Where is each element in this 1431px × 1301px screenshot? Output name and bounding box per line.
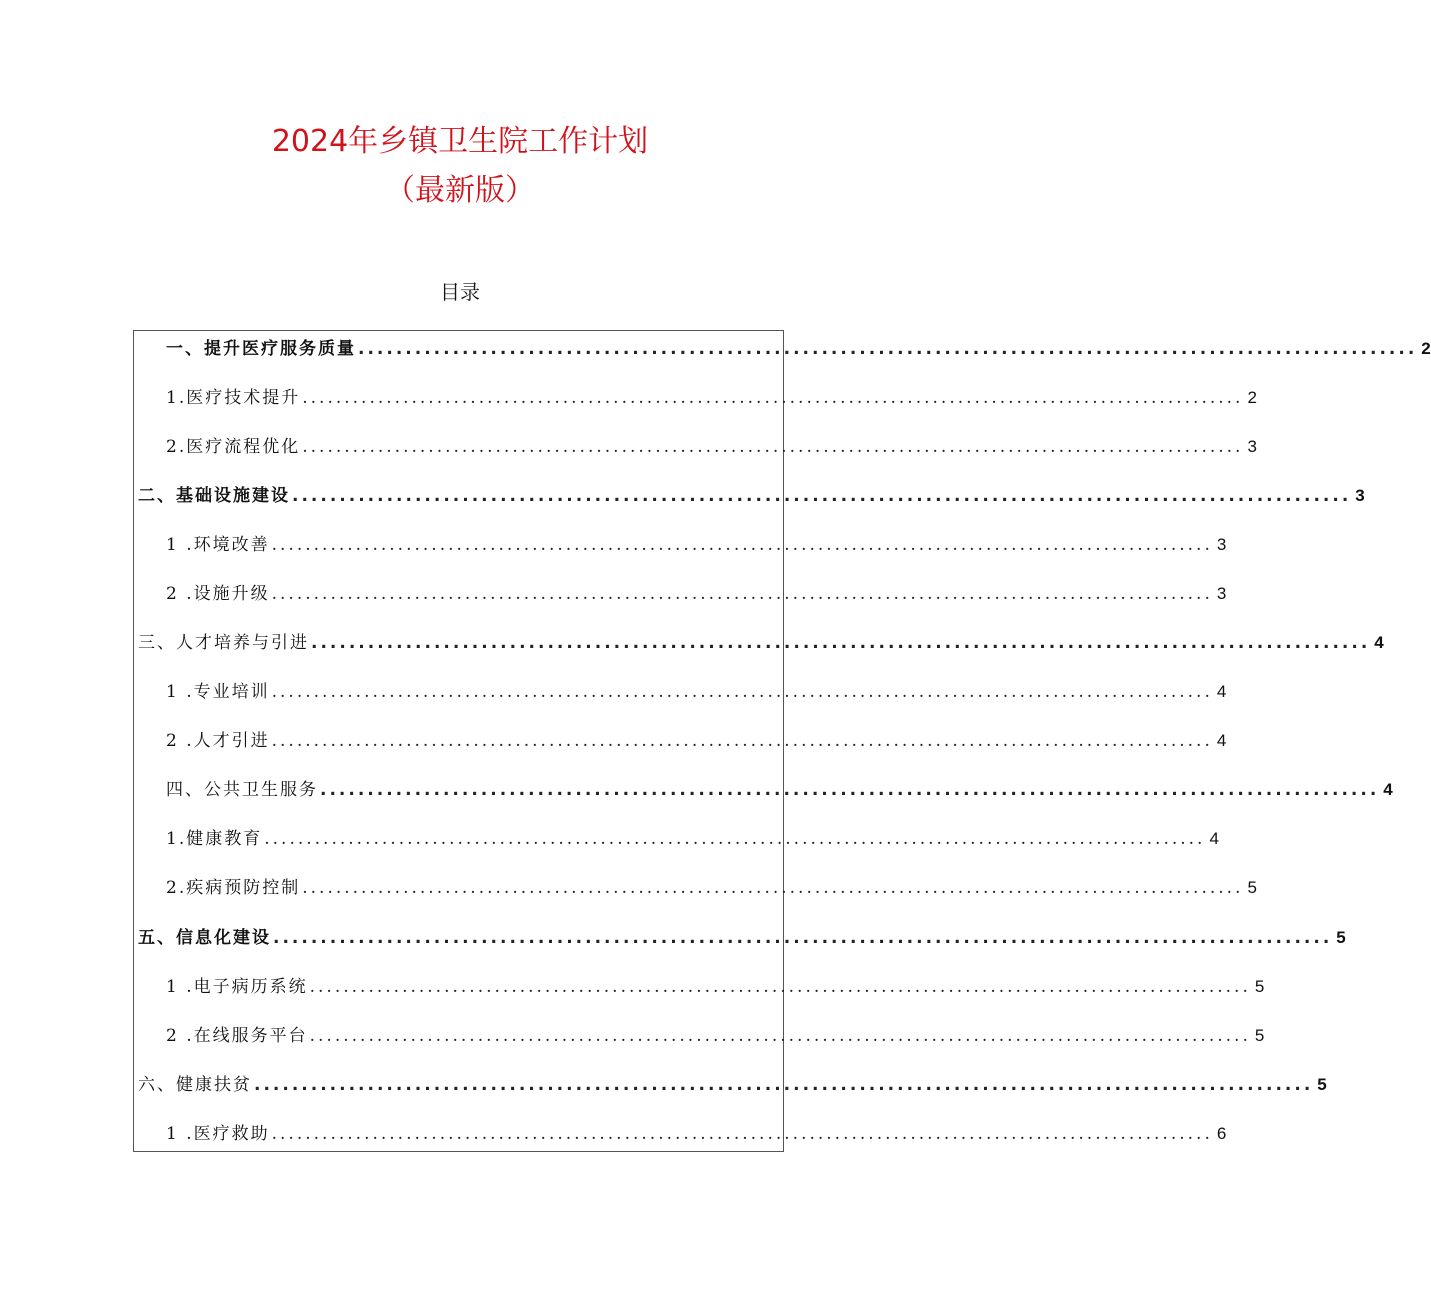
toc-page-number: 3 xyxy=(1216,584,1227,603)
toc-entry-label: 五、信息化建设 xyxy=(138,928,271,948)
toc-leader-dots: ................................................................................................................ xyxy=(309,1026,1251,1046)
toc-leader-dots: ................................................................................................................ xyxy=(273,928,1333,948)
toc-entry[interactable] xyxy=(166,826,1219,852)
toc-entry[interactable] xyxy=(166,385,1257,411)
toc-entry-label: 1 .医疗救助 xyxy=(166,1124,270,1144)
toc-entry-label: 四、公共卫生服务 xyxy=(166,780,318,800)
toc-entry[interactable] xyxy=(138,630,1384,656)
toc-page-number: 5 xyxy=(1254,977,1265,996)
toc-page-number: 3 xyxy=(1216,535,1227,554)
toc-entry[interactable] xyxy=(138,1072,1327,1098)
toc-leader-dots: ................................................................................................................ xyxy=(320,780,1380,800)
toc-entry[interactable] xyxy=(166,777,1393,803)
toc-entry-label: 二、基础设施建设 xyxy=(138,486,290,506)
toc-page-number: 5 xyxy=(1336,928,1346,947)
toc-entry-label: 1 .环境改善 xyxy=(166,535,270,555)
toc-entry-label: 1 .电子病历系统 xyxy=(166,977,308,997)
toc-page-number: 5 xyxy=(1317,1075,1327,1094)
toc-page-number: 3 xyxy=(1355,486,1365,505)
document-subtitle: （最新版） xyxy=(385,173,535,208)
toc-entry-label: 2.疾病预防控制 xyxy=(166,878,301,898)
toc-entry[interactable] xyxy=(166,728,1227,754)
toc-leader-dots: ................................................................................................................ xyxy=(271,535,1213,555)
toc-entry[interactable] xyxy=(166,336,1431,362)
toc-entry-label: 2.医疗流程优化 xyxy=(166,437,301,457)
toc-entry-label: 1 .专业培训 xyxy=(166,682,270,702)
toc-entry[interactable] xyxy=(166,1121,1227,1147)
toc-page-number: 6 xyxy=(1216,1124,1227,1143)
toc-page-number: 4 xyxy=(1209,829,1219,848)
toc-page-number: 5 xyxy=(1247,878,1257,897)
toc-leader-dots: ................................................................................................................ xyxy=(271,1124,1213,1144)
toc-leader-dots: ................................................................................................................ xyxy=(311,633,1371,653)
toc-entry[interactable] xyxy=(166,1023,1265,1049)
toc-leader-dots: ................................................................................................................ xyxy=(309,977,1251,997)
toc-entry[interactable] xyxy=(138,483,1365,509)
toc-page-number: 2 xyxy=(1247,388,1257,407)
toc-entry-label: 1.健康教育 xyxy=(166,829,263,849)
toc-entry[interactable] xyxy=(166,974,1265,1000)
toc-page-number: 4 xyxy=(1374,633,1384,652)
toc-leader-dots: ................................................................................................................ xyxy=(264,829,1206,849)
toc-leader-dots: ................................................................................................................ xyxy=(271,584,1213,604)
toc-entry[interactable] xyxy=(166,581,1227,607)
toc-entry-label: 1.医疗技术提升 xyxy=(166,388,301,408)
toc-leader-dots: ................................................................................................................ xyxy=(302,388,1244,408)
toc-page-number: 4 xyxy=(1383,780,1393,799)
document-title: 2024年乡镇卫生院工作计划 xyxy=(271,124,649,159)
toc-page-number: 4 xyxy=(1216,682,1227,701)
toc-page-number: 2 xyxy=(1421,339,1431,358)
toc-entry-label: 2 .设施升级 xyxy=(166,584,270,604)
toc-entry-label: 一、提升医疗服务质量 xyxy=(166,339,356,359)
toc-leader-dots: ................................................................................................................ xyxy=(292,486,1352,506)
toc-leader-dots: ................................................................................................................ xyxy=(302,878,1244,898)
toc-page-number: 5 xyxy=(1254,1026,1265,1045)
toc-page-number: 4 xyxy=(1216,731,1227,750)
toc-leader-dots: ................................................................................................................ xyxy=(271,731,1213,751)
toc-entry[interactable] xyxy=(138,925,1346,951)
table-of-contents xyxy=(133,330,1431,1152)
toc-leader-dots: ................................................................................................................ xyxy=(254,1075,1314,1095)
toc-leader-dots: ................................................................................................................ xyxy=(271,682,1213,702)
toc-leader-dots: ................................................................................................................ xyxy=(358,339,1418,359)
toc-entry-label: 三、人才培养与引进 xyxy=(138,633,309,653)
toc-heading: 目录 xyxy=(440,280,480,304)
toc-page-number: 3 xyxy=(1247,437,1257,456)
toc-entry[interactable] xyxy=(166,532,1227,558)
toc-entry-label: 2 .人才引进 xyxy=(166,731,270,751)
toc-leader-dots: ................................................................................................................ xyxy=(302,437,1244,457)
toc-entry-label: 2 .在线服务平台 xyxy=(166,1026,308,1046)
toc-entry-label: 六、健康扶贫 xyxy=(138,1075,252,1095)
toc-entry[interactable] xyxy=(166,875,1257,901)
toc-entry[interactable] xyxy=(166,679,1227,705)
toc-entry[interactable] xyxy=(166,434,1257,460)
